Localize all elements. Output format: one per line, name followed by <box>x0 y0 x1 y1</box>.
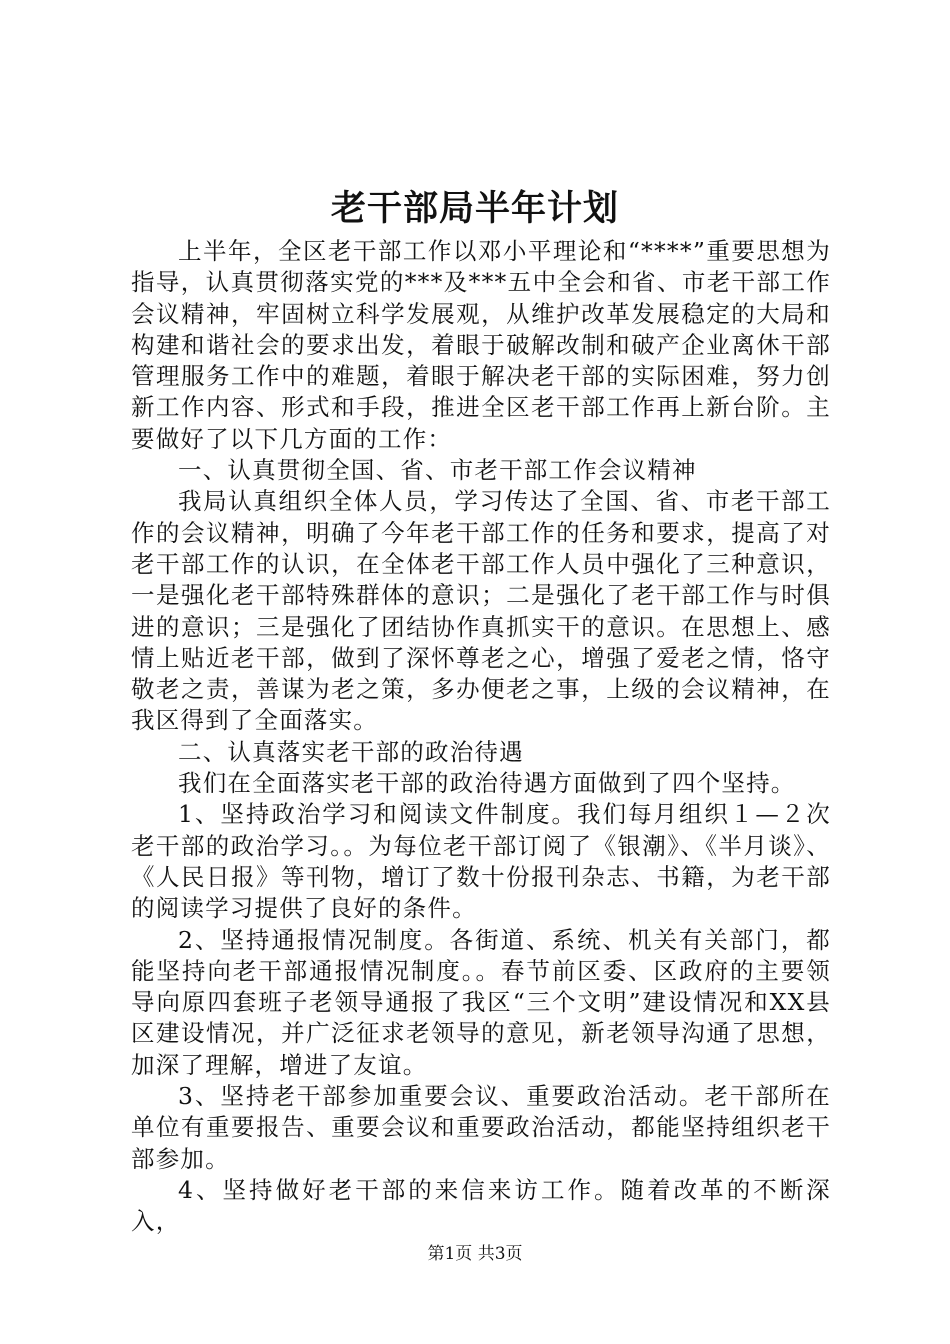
paragraph-four-persistences: 我们在全面落实老干部的政治待遇方面做到了四个坚持。 <box>178 769 796 798</box>
paragraph-intro: 上半年，全区老干部工作以邓小平理论和“****”重要思想为指导，认真贯彻落实党的***及***五中全会和省、市老干部工作会议精神，牢固树立科学发展观，从维护改革发展稳定的大局和构建和谐社会的要求出发，着眼于破解改制和破产企业离休干部管理服务工作中的难题，着眼于解决老干部的实际困难，努力创新工作内容、形式和手段，推进全区老干部工作再上新台阶。主要做好了以下几方面的工作： <box>131 237 831 453</box>
paragraph-item-4: 4、坚持做好老干部的来信来访工作。随着改革的不断深入， <box>131 1175 831 1236</box>
paragraph-section-1: 我局认真组织全体人员，学习传达了全国、省、市老干部工作的会议精神，明确了今年老干部工作的任务和要求，提高了对老干部工作的认识，在全体老干部工作人员中强化了三种意识，一是强化老干部特殊群体的意识；二是强化了老干部工作与时俱进的意识；三是强化了团结协作真抓实干的意识。在思想上、感情上贴近老干部，做到了深怀尊老之心，增强了爱老之情，恪守敬老之责，善谋为老之策，多办便老之事，上级的会议精神，在我区得到了全面落实。 <box>131 487 831 735</box>
document-title: 老干部局半年计划 <box>330 188 619 229</box>
paragraph-item-2: 2、坚持通报情况制度。各街道、系统、机关有关部门，都能坚持向老干部通报情况制度。。春节前区委、区政府的主要领导向原四套班子老领导通报了我区“三个文明”建设情况和XX县区建设情况，并广泛征求老领导的意见，新老领导沟通了思想，加深了理解，增进了友谊。 <box>131 925 831 1079</box>
paragraph-item-3: 3、坚持老干部参加重要会议、重要政治活动。老干部所在单位有重要报告、重要会议和重要政治活动，都能坚持组织老干部参加。 <box>131 1082 831 1173</box>
document-body <box>131 236 831 1238</box>
section-heading-2: 二、认真落实老干部的政治待遇 <box>178 737 524 766</box>
section-heading-1: 一、认真贯彻全国、省、市老干部工作会议精神 <box>178 456 697 485</box>
page-number-footer: 第1页 共3页 <box>427 1244 523 1264</box>
paragraph-item-1: 1、坚持政治学习和阅读文件制度。我们每月组织１—２次老干部的政治学习。。为每位老干部订阅了《银潮》、《半月谈》、《人民日报》等刊物，增订了数十份报刊杂志、书籍，为老干部的阅读学习提供了良好的条件。 <box>131 800 831 923</box>
